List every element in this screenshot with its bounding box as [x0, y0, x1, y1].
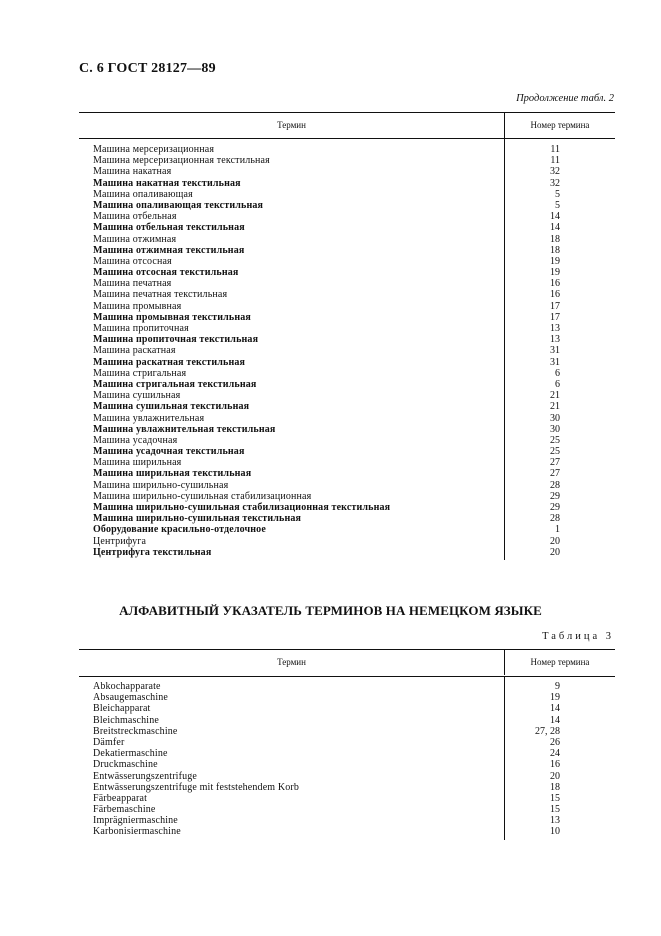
- term-number-cell: 32: [550, 177, 560, 189]
- term-cell: Машина ширильная текстильная: [93, 468, 252, 480]
- term-cell: Машина мерсеризационная: [93, 144, 215, 155]
- term-cell: Машина усадочная текстильная: [93, 446, 245, 458]
- table-row: [79, 390, 615, 401]
- term-number-cell: 31: [550, 356, 560, 368]
- table-row: [79, 480, 615, 491]
- table-row: [79, 413, 615, 424]
- term-cell: Машина стригальная: [93, 367, 187, 379]
- term-cell: Машина накатная текстильная: [93, 177, 241, 189]
- table-row: [79, 793, 615, 804]
- term-number-cell: 14: [550, 222, 560, 234]
- table-row: [79, 524, 615, 535]
- table-body: [79, 139, 615, 558]
- term-cell: Машина сушильная: [93, 390, 181, 402]
- table-row: [79, 715, 615, 726]
- term-number-cell: 10: [550, 826, 560, 838]
- term-number-cell: 29: [550, 502, 560, 513]
- term-cell: Bleichapparat: [93, 703, 151, 715]
- term-number-cell: 21: [550, 401, 560, 413]
- table-row: [79, 189, 615, 200]
- table-row: [79, 357, 615, 368]
- table-row: [79, 547, 615, 558]
- term-cell: Färbeapparat: [93, 792, 147, 804]
- term-cell: Машина пропиточная: [93, 323, 189, 334]
- term-number-cell: 15: [550, 804, 560, 816]
- term-cell: Центрифуга: [93, 535, 147, 547]
- table-row: [79, 245, 615, 256]
- term-cell: Karbonisiermaschine: [93, 826, 181, 838]
- term-cell: Машина ширильно-сушильная стабилизационная текстильная: [93, 502, 391, 513]
- term-number-cell: 31: [550, 345, 560, 357]
- term-number-cell: 15: [550, 792, 560, 804]
- table-row: [79, 166, 615, 177]
- term-number-cell: 11: [550, 155, 560, 167]
- term-cell: Машина печатная: [93, 278, 172, 290]
- table-header: [79, 649, 615, 677]
- column-header-number: Номер термина: [504, 113, 615, 138]
- table-row: [79, 513, 615, 524]
- term-cell: Entwässerungszentrifuge mit feststehendem Korb: [93, 781, 300, 793]
- term-cell: Машина увлажнительная: [93, 412, 205, 424]
- term-cell: Dekatiermaschine: [93, 748, 168, 760]
- term-cell: Машина отбельная текстильная: [93, 222, 245, 234]
- term-number-cell: 25: [550, 446, 560, 458]
- table-row: [79, 144, 615, 155]
- term-cell: Машина мерсеризационная текстильная: [93, 155, 270, 167]
- term-number-cell: 14: [550, 211, 560, 223]
- table-row: [79, 782, 615, 793]
- term-cell: Bleichmaschine: [93, 714, 159, 726]
- term-number-cell: 30: [550, 412, 560, 424]
- term-cell: Imprägniermaschine: [93, 815, 178, 827]
- term-cell: Машина промывная текстильная: [93, 311, 251, 323]
- term-cell: Breitstreckmaschine: [93, 725, 178, 737]
- table-row: [79, 435, 615, 446]
- term-number-cell: 5: [555, 199, 560, 211]
- term-number-cell: 27: [550, 457, 560, 469]
- table-row: [79, 323, 615, 334]
- term-cell: Машина ширильно-сушильная: [93, 479, 229, 491]
- term-cell: Färbemaschine: [93, 804, 156, 816]
- table-row: [79, 200, 615, 211]
- table-row: [79, 457, 615, 468]
- term-cell: Машина опаливающая текстильная: [93, 199, 264, 211]
- table-row: [79, 301, 615, 312]
- table-row: [79, 815, 615, 826]
- column-header-term: Термин: [277, 120, 306, 130]
- term-cell: Машина отсосная текстильная: [93, 267, 239, 279]
- term-cell: Машина печатная текстильная: [93, 289, 228, 301]
- table-row: [79, 759, 615, 770]
- table-row: [79, 491, 615, 502]
- term-number-cell: 30: [550, 423, 560, 435]
- terms-table-german: [79, 649, 615, 838]
- page-header: С. 6 ГОСТ 28127—89: [79, 61, 216, 76]
- table-label: Таблица 3: [542, 631, 614, 642]
- term-cell: Машина отсосная: [93, 255, 172, 267]
- table-row: [79, 737, 615, 748]
- table-continuation-label: Продолжение табл. 2: [516, 93, 614, 104]
- table-row: [79, 334, 615, 345]
- term-cell: Машина сушильная текстильная: [93, 401, 250, 413]
- table-row: [79, 234, 615, 245]
- term-cell: Машина стригальная текстильная: [93, 378, 257, 390]
- table-body: [79, 677, 615, 838]
- table-row: [79, 748, 615, 759]
- term-number-cell: 19: [550, 255, 560, 267]
- term-cell: Dämfer: [93, 736, 125, 748]
- term-cell: Машина пропиточная текстильная: [93, 334, 259, 346]
- table-row: [79, 155, 615, 166]
- term-cell: Центрифуга текстильная: [93, 546, 212, 558]
- term-number-cell: 18: [550, 233, 560, 245]
- term-cell: Absaugemaschine: [93, 692, 169, 704]
- table-row: [79, 256, 615, 267]
- term-number-cell: 26: [550, 736, 560, 748]
- term-number-cell: 5: [555, 188, 560, 200]
- term-cell: Entwässerungszentrifuge: [93, 770, 197, 782]
- term-number-cell: 9: [555, 681, 560, 692]
- table-row: [79, 826, 615, 837]
- term-number-cell: 13: [550, 334, 560, 346]
- term-number-cell: 28: [550, 513, 560, 525]
- term-cell: Машина отбельная: [93, 211, 177, 223]
- term-cell: Машина увлажнительная текстильная: [93, 423, 276, 435]
- term-number-cell: 6: [555, 367, 560, 379]
- table-row: [79, 379, 615, 390]
- table-header: [79, 112, 615, 139]
- column-header-term: Термин: [277, 657, 306, 667]
- term-cell: Abkochapparate: [93, 681, 161, 692]
- table-row: [79, 401, 615, 412]
- table-row: [79, 703, 615, 714]
- table-row: [79, 424, 615, 435]
- term-number-cell: 19: [550, 267, 560, 279]
- term-cell: Машина отжимная: [93, 233, 177, 245]
- term-number-cell: 18: [550, 781, 560, 793]
- term-cell: Машина усадочная: [93, 434, 178, 446]
- term-number-cell: 28: [550, 479, 560, 491]
- term-number-cell: 17: [550, 311, 560, 323]
- term-number-cell: 25: [550, 434, 560, 446]
- term-number-cell: 18: [550, 244, 560, 256]
- table-row: [79, 267, 615, 278]
- term-number-cell: 16: [550, 278, 560, 290]
- table-row: [79, 222, 615, 233]
- term-cell: Машина промывная: [93, 300, 182, 312]
- term-number-cell: 16: [550, 759, 560, 771]
- term-number-cell: 17: [550, 300, 560, 312]
- term-cell: Машина раскатная: [93, 345, 176, 357]
- table-row: [79, 178, 615, 189]
- term-cell: Оборудование красильно-отделочное: [93, 524, 266, 536]
- term-number-cell: 13: [550, 815, 560, 827]
- table-row: [79, 368, 615, 379]
- term-cell: Машина ширильно-сушильная стабилизационная: [93, 490, 312, 502]
- table-row: [79, 692, 615, 703]
- term-number-cell: 27: [550, 468, 560, 480]
- table-row: [79, 278, 615, 289]
- term-number-cell: 16: [550, 289, 560, 301]
- term-number-cell: 29: [550, 490, 560, 502]
- term-cell: Druckmaschine: [93, 759, 158, 771]
- table-row: [79, 312, 615, 323]
- term-number-cell: 27, 28: [535, 725, 560, 737]
- term-number-cell: 1: [555, 524, 560, 536]
- term-cell: Машина накатная: [93, 166, 172, 178]
- term-cell: Машина раскатная текстильная: [93, 356, 246, 368]
- table-row: [79, 771, 615, 782]
- table-row: [79, 726, 615, 737]
- term-number-cell: 6: [555, 378, 560, 390]
- term-number-cell: 19: [550, 692, 560, 704]
- table-row: [79, 536, 615, 547]
- term-number-cell: 20: [550, 535, 560, 547]
- term-cell: Машина ширильно-сушильная текстильная: [93, 513, 302, 525]
- term-number-cell: 13: [550, 323, 560, 334]
- term-number-cell: 20: [550, 546, 560, 558]
- table-row: [79, 502, 615, 513]
- term-cell: Машина отжимная текстильная: [93, 244, 245, 256]
- term-number-cell: 21: [550, 390, 560, 402]
- term-number-cell: 32: [550, 166, 560, 178]
- term-number-cell: 24: [550, 748, 560, 760]
- table-row: [79, 446, 615, 457]
- term-number-cell: 14: [550, 714, 560, 726]
- term-number-cell: 20: [550, 770, 560, 782]
- term-number-cell: 11: [550, 144, 560, 155]
- section-title: АЛФАВИТНЫЙ УКАЗАТЕЛЬ ТЕРМИНОВ НА НЕМЕЦКОМ ЯЗЫКЕ: [119, 603, 542, 618]
- term-cell: Машина ширильная: [93, 457, 182, 469]
- table-row: [79, 804, 615, 815]
- table-row: [79, 289, 615, 300]
- column-header-number: Номер термина: [504, 650, 615, 675]
- table-row: [79, 681, 615, 692]
- table-row: [79, 468, 615, 479]
- terms-table-russian: [79, 112, 615, 558]
- table-row: [79, 211, 615, 222]
- term-number-cell: 14: [550, 703, 560, 715]
- term-cell: Машина опаливающая: [93, 188, 193, 200]
- table-row: [79, 345, 615, 356]
